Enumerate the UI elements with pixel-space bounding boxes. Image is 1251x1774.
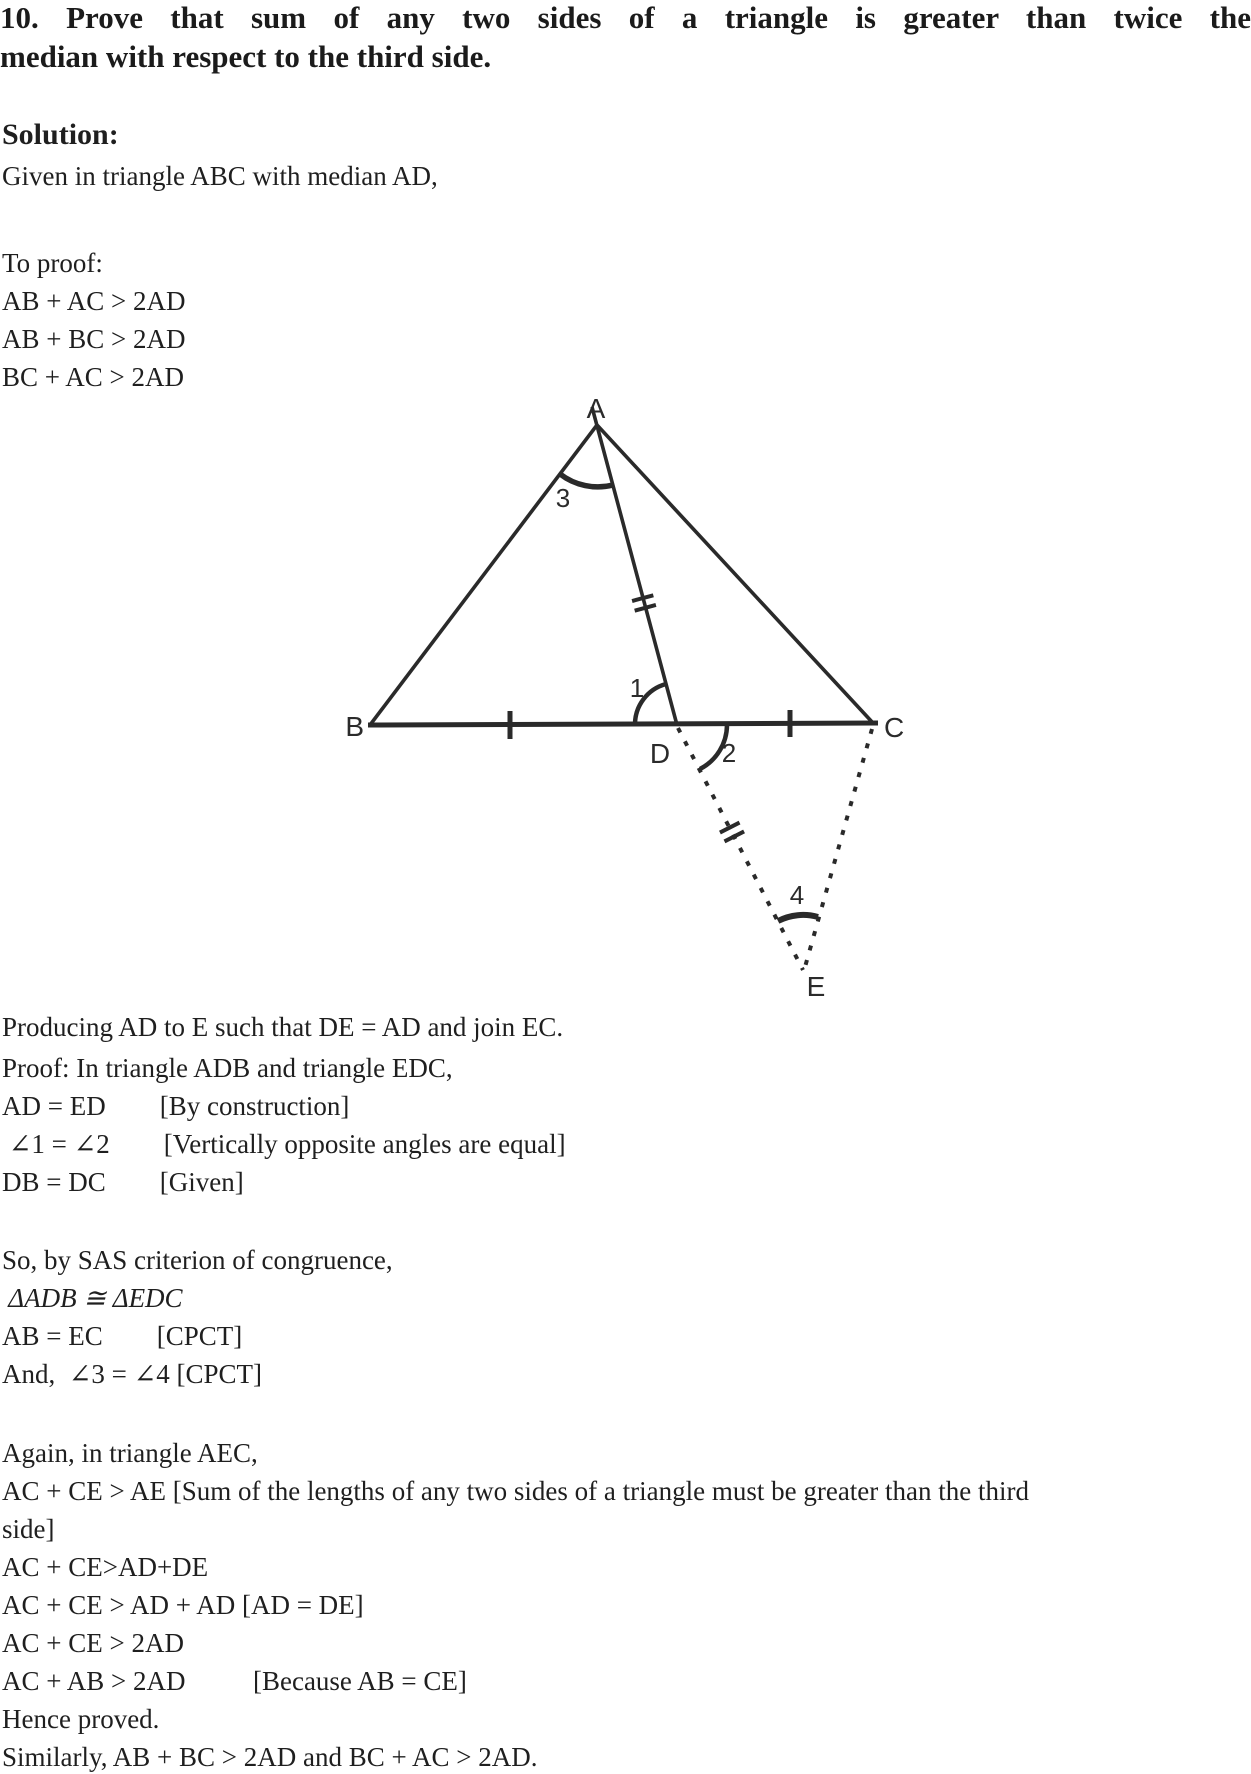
producing-line: Producing AD to E such that DE = AD and join EC. — [2, 1012, 564, 1042]
segment-de-dashed — [678, 728, 803, 970]
again-block — [2, 1434, 1029, 1586]
to-proof-block — [2, 244, 185, 396]
to-proof-heading: To proof: — [2, 248, 103, 278]
final-line: Hence proved. — [2, 1704, 160, 1734]
proof-line: AD = ED [By construction] — [2, 1091, 350, 1121]
final-line: AC + CE > AD + AD [AD = DE] — [2, 1590, 364, 1620]
double-hash-de — [720, 823, 744, 842]
congruence-statement: ΔADB ≅ ΔEDC — [2, 1283, 183, 1313]
to-proof-line: BC + AC > 2AD — [2, 362, 184, 392]
again-line: AC + CE > AE [Sum of the lengths of any two sides of a triangle must be greater than the third — [2, 1476, 1030, 1506]
proof-line: ∠1 = ∠2 [Vertically opposite angles are equal] — [2, 1129, 566, 1159]
vertex-label-b: B — [345, 711, 364, 742]
triangle-diagram — [0, 385, 1251, 1005]
vertex-label-e: E — [806, 971, 826, 1002]
side-bc — [368, 723, 878, 725]
again-line: Again, in triangle AEC, — [2, 1438, 258, 1468]
final-block — [2, 1586, 537, 1774]
vertex-label-d: D — [649, 738, 671, 769]
final-line: AC + AB > 2AD [Because AB = CE] — [2, 1666, 467, 1696]
to-proof-line: AB + BC > 2AD — [2, 324, 186, 354]
side-ab — [370, 425, 597, 725]
given-line: Given in triangle ABC with median AD, — [2, 161, 438, 191]
sas-line: AB = EC [CPCT] — [2, 1321, 243, 1351]
angle-label-2: 2 — [721, 738, 737, 768]
final-line: AC + CE > 2AD — [2, 1628, 184, 1658]
angle-label-1: 1 — [629, 673, 645, 703]
again-line: AC + CE>AD+DE — [2, 1552, 209, 1582]
question-title-line1: 10. Prove that sum of any two sides of a triangle is greater than twice the — [0, 0, 1251, 35]
sas-intro: So, by SAS criterion of congruence, — [2, 1245, 393, 1275]
angle-label-3: 3 — [555, 483, 571, 513]
to-proof-line: AB + AC > 2AD — [2, 286, 186, 316]
angle-4-arc — [778, 915, 818, 921]
proof-block — [2, 1049, 566, 1201]
question-title — [0, 0, 1251, 76]
question-title-line2: median with respect to the third side. — [0, 39, 492, 74]
vertex-label-c: C — [884, 712, 905, 743]
proof-line: Proof: In triangle ADB and triangle EDC, — [2, 1053, 453, 1083]
angle-label-4: 4 — [789, 880, 805, 910]
vertex-label-a: A — [586, 393, 606, 424]
final-line: Similarly, AB + BC > 2AD and BC + AC > 2AD. — [2, 1742, 538, 1772]
sas-line: And, ∠3 = ∠4 [CPCT] — [2, 1359, 262, 1389]
sas-block — [2, 1241, 393, 1393]
proof-line: DB = DC [Given] — [2, 1167, 244, 1197]
solution-heading: Solution: — [2, 118, 119, 151]
again-line: side] — [2, 1514, 55, 1544]
segment-ce-dashed — [805, 729, 872, 967]
